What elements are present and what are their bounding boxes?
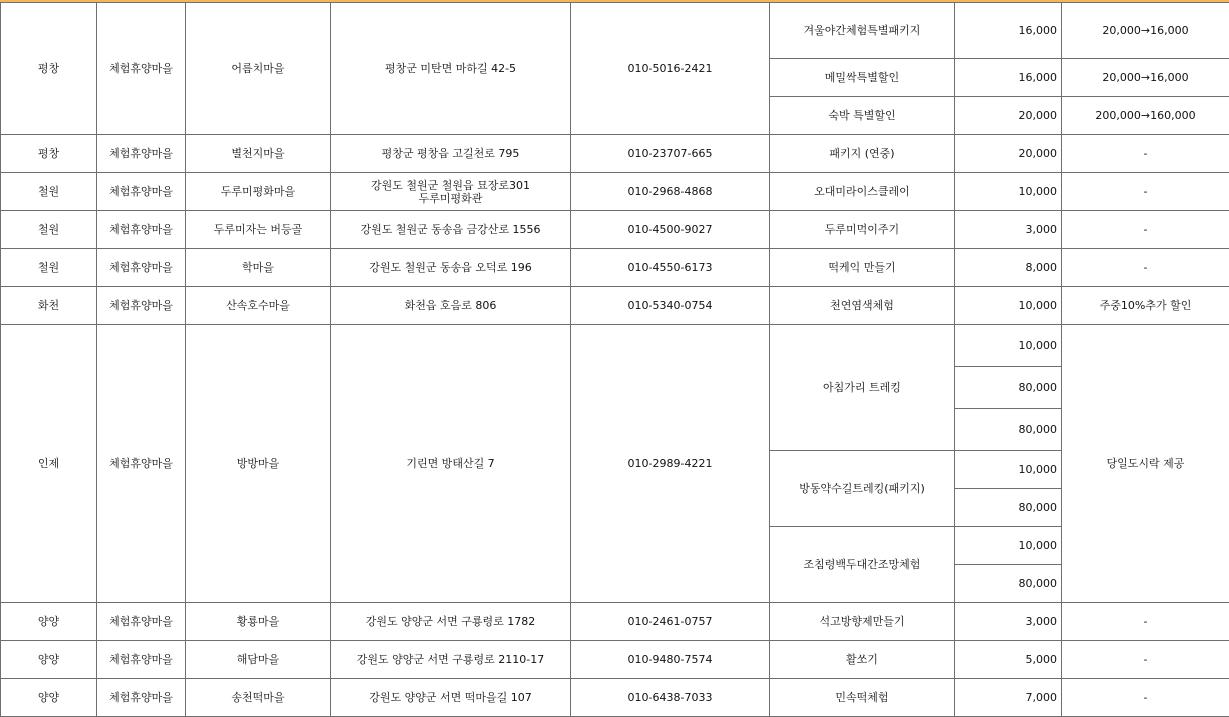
discount-cell: - (1062, 679, 1229, 717)
program-cell: 천연염색체험 (770, 287, 955, 325)
phone-cell: 010-5016-2421 (571, 3, 770, 135)
type-cell: 체험휴양마을 (97, 679, 186, 717)
region-cell: 철원 (1, 211, 97, 249)
region-cell: 양양 (1, 679, 97, 717)
discount-cell: - (1062, 173, 1229, 211)
address-line-2: 두루미평화관 (418, 191, 483, 205)
price-cell: 10,000 (955, 451, 1062, 489)
village-cell: 해담마을 (186, 641, 331, 679)
price-cell: 20,000 (955, 97, 1062, 135)
phone-cell: 010-4550-6173 (571, 249, 770, 287)
phone-cell: 010-5340-0754 (571, 287, 770, 325)
price-cell: 10,000 (955, 527, 1062, 565)
discount-cell: - (1062, 603, 1229, 641)
village-cell: 별천지마을 (186, 135, 331, 173)
discount-cell: - (1062, 641, 1229, 679)
price-cell: 5,000 (955, 641, 1062, 679)
program-cell: 조침령백두대간조망체험 (770, 527, 955, 603)
phone-cell: 010-2989-4221 (571, 325, 770, 603)
price-cell: 7,000 (955, 679, 1062, 717)
village-cell: 산속호수마을 (186, 287, 331, 325)
program-cell: 겨울야간체험특별패키지 (770, 3, 955, 59)
table-row (1, 287, 1229, 325)
phone-cell: 010-4500-9027 (571, 211, 770, 249)
village-cell: 학마을 (186, 249, 331, 287)
phone-cell: 010-2461-0757 (571, 603, 770, 641)
region-cell: 철원 (1, 173, 97, 211)
type-cell: 체험휴양마을 (97, 603, 186, 641)
discount-cell: - (1062, 211, 1229, 249)
program-cell: 민속떡체험 (770, 679, 955, 717)
table-row (1, 211, 1229, 249)
program-cell: 두루미먹이주기 (770, 211, 955, 249)
address-line-1: 강원도 철원군 철원읍 묘장로301 (371, 178, 530, 192)
type-cell: 체험휴양마을 (97, 135, 186, 173)
phone-cell: 010-6438-7033 (571, 679, 770, 717)
address-cell: 강원도 철원군 동송읍 오덕로 196 (331, 249, 571, 287)
discount-cell: 20,000→16,000 (1062, 59, 1229, 97)
type-cell: 체험휴양마을 (97, 287, 186, 325)
address-cell: 강원도 양양군 서면 구룡령로 2110-17 (331, 641, 571, 679)
price-cell: 20,000 (955, 135, 1062, 173)
address-cell: 강원도 철원군 동송읍 금강산로 1556 (331, 211, 571, 249)
region-cell: 철원 (1, 249, 97, 287)
price-cell: 80,000 (955, 367, 1062, 409)
discount-cell: 200,000→160,000 (1062, 97, 1229, 135)
village-cell: 송천떡마을 (186, 679, 331, 717)
price-cell: 10,000 (955, 173, 1062, 211)
discount-cell: - (1062, 249, 1229, 287)
program-cell: 패키지 (연중) (770, 135, 955, 173)
address-cell: 강원도 양양군 서면 떡마을길 107 (331, 679, 571, 717)
region-cell: 평창 (1, 135, 97, 173)
price-cell: 10,000 (955, 287, 1062, 325)
type-cell: 체험휴양마을 (97, 173, 186, 211)
table-row (1, 603, 1229, 641)
price-cell: 80,000 (955, 565, 1062, 603)
discount-cell: - (1062, 135, 1229, 173)
discount-cell: 주중10%추가 할인 (1062, 287, 1229, 325)
address-cell: 화천읍 호음로 806 (331, 287, 571, 325)
type-cell: 체험휴양마을 (97, 641, 186, 679)
price-cell: 10,000 (955, 325, 1062, 367)
program-cell: 숙박 특별할인 (770, 97, 955, 135)
region-cell: 양양 (1, 603, 97, 641)
program-cell: 오대미라이스클레이 (770, 173, 955, 211)
table-row (1, 3, 1229, 59)
discount-cell: 20,000→16,000 (1062, 3, 1229, 59)
address-cell: 평창군 미탄면 마하길 42-5 (331, 3, 571, 135)
village-cell: 두루미자는 버등골 (186, 211, 331, 249)
village-cell: 어름치마을 (186, 3, 331, 135)
type-cell: 체험휴양마을 (97, 249, 186, 287)
discount-cell: 당일도시락 제공 (1062, 325, 1229, 603)
table-row (1, 325, 1229, 367)
program-cell: 석고방향제만들기 (770, 603, 955, 641)
table-row (1, 173, 1229, 211)
price-cell: 16,000 (955, 59, 1062, 97)
type-cell: 체험휴양마을 (97, 3, 186, 135)
type-cell: 체험휴양마을 (97, 211, 186, 249)
price-cell: 80,000 (955, 489, 1062, 527)
address-cell: 기린면 방태산길 7 (331, 325, 571, 603)
region-cell: 양양 (1, 641, 97, 679)
address-cell (331, 173, 571, 211)
table-row (1, 249, 1229, 287)
price-cell: 3,000 (955, 603, 1062, 641)
village-cell: 방방마을 (186, 325, 331, 603)
phone-cell: 010-23707-665 (571, 135, 770, 173)
price-cell: 80,000 (955, 409, 1062, 451)
program-cell: 방동약수길트레킹(패키지) (770, 451, 955, 527)
table-row (1, 679, 1229, 717)
village-cell: 황룡마을 (186, 603, 331, 641)
type-cell: 체험휴양마을 (97, 325, 186, 603)
phone-cell: 010-2968-4868 (571, 173, 770, 211)
region-cell: 인제 (1, 325, 97, 603)
address-cell: 강원도 양양군 서면 구룡령로 1782 (331, 603, 571, 641)
price-cell: 8,000 (955, 249, 1062, 287)
price-cell: 16,000 (955, 3, 1062, 59)
table-row (1, 135, 1229, 173)
village-program-table (0, 2, 1229, 717)
region-cell: 평창 (1, 3, 97, 135)
village-cell: 두루미평화마을 (186, 173, 331, 211)
price-cell: 3,000 (955, 211, 1062, 249)
region-cell: 화천 (1, 287, 97, 325)
program-cell: 떡케익 만들기 (770, 249, 955, 287)
address-cell: 평창군 평창읍 고길천로 795 (331, 135, 571, 173)
phone-cell: 010-9480-7574 (571, 641, 770, 679)
program-cell: 활쏘기 (770, 641, 955, 679)
table-row (1, 641, 1229, 679)
program-cell: 메밀싹특별할인 (770, 59, 955, 97)
program-cell: 아침가리 트레킹 (770, 325, 955, 451)
